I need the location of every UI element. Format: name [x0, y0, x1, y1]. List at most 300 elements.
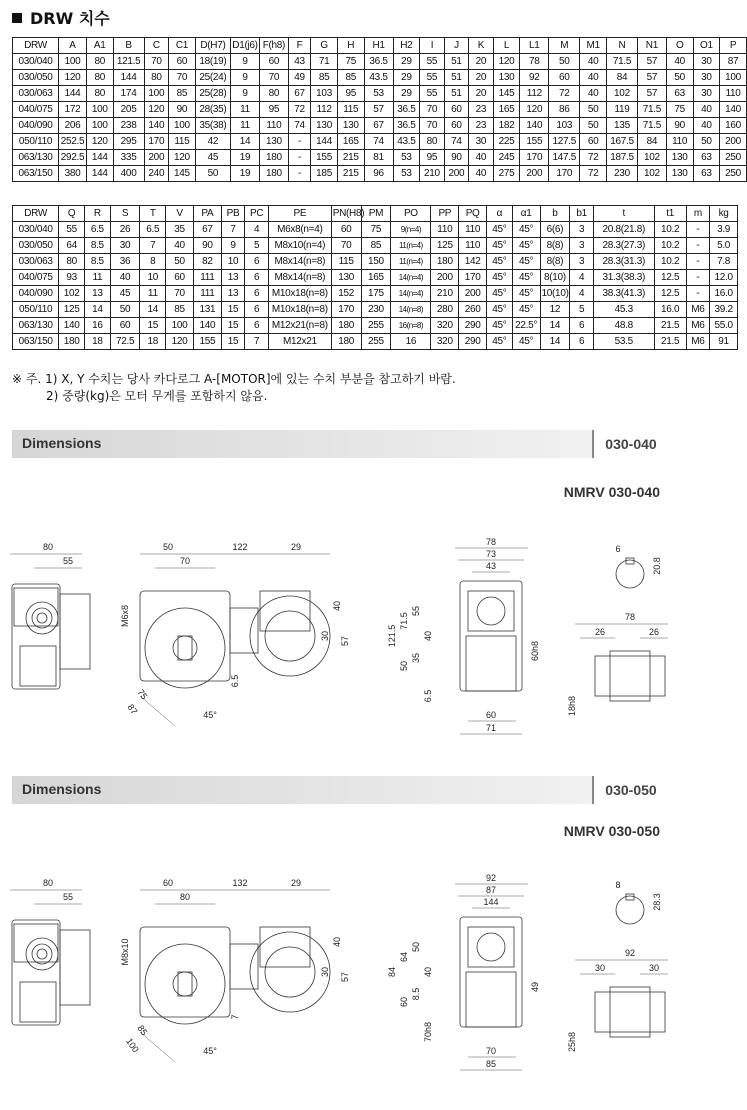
table-cell: 180: [431, 254, 459, 270]
column-header: J: [444, 38, 469, 54]
dimension-label: 144: [483, 897, 499, 907]
motor-flange: [250, 932, 330, 1012]
motor-inner: [265, 611, 315, 661]
table-cell: 165: [361, 270, 391, 286]
table-cell: 180: [59, 334, 85, 350]
table-cell: 26: [110, 222, 140, 238]
column-header: F: [288, 38, 310, 54]
column-header: C: [144, 38, 169, 54]
table-cell: 70: [144, 54, 169, 70]
dimension-label: 50: [162, 542, 174, 552]
table-cell: 6: [245, 254, 269, 270]
dim-line: [140, 696, 175, 726]
table-cell: M10x18(n=8): [268, 302, 331, 318]
column-header: V: [166, 206, 194, 222]
table-cell: 45°: [487, 222, 513, 238]
table-cell: 3.9: [710, 222, 738, 238]
table-row: [13, 254, 738, 270]
table-cell: 290: [459, 318, 487, 334]
table-cell: 43.5: [364, 70, 393, 86]
table-cell: 6: [245, 286, 269, 302]
table-cell: 70: [169, 70, 196, 86]
table-cell: 206: [59, 118, 87, 134]
table-cell: 40: [693, 118, 720, 134]
table-cell: 35(38): [195, 118, 230, 134]
table-cell: 11: [84, 270, 110, 286]
dimension-label: 75: [135, 687, 150, 702]
dim-line: [140, 1032, 175, 1062]
table-cell: 127.5: [549, 134, 580, 150]
table-cell: M6x8(n=4): [268, 222, 331, 238]
table-cell: 150: [361, 254, 391, 270]
table-cell: 103: [311, 86, 338, 102]
dimension-label: 25h8: [567, 1031, 577, 1053]
table-cell: 400: [113, 166, 144, 182]
dimension-label: 6.5: [423, 689, 433, 703]
table-cell: 120: [166, 334, 194, 350]
section-header-1: [12, 430, 668, 458]
table-cell: 15: [221, 334, 245, 350]
table-row: [13, 270, 738, 286]
table-cell: 55: [59, 222, 85, 238]
column-header: O1: [693, 38, 720, 54]
table-cell: 050/110: [13, 302, 59, 318]
table-cell: 240: [144, 166, 169, 182]
model-name-1: NMRV 030-040: [563, 484, 660, 500]
note-line-1: ※ 주. 1) X, Y 수치는 당사 카다로그 A-[MOTOR]에 있는 수치 부분을 참고하기 바람.: [12, 372, 456, 386]
table-cell: 36.5: [393, 118, 420, 134]
dimension-label: 45°: [203, 1046, 217, 1056]
column-header: H1: [364, 38, 393, 54]
table-row: [13, 54, 747, 70]
table-cell: 85: [337, 70, 364, 86]
table-cell: 90: [666, 118, 693, 134]
dimension-label: 55: [62, 556, 74, 566]
dimension-label: 64: [399, 951, 409, 963]
table-cell: 3: [570, 254, 594, 270]
table-cell: 130: [259, 134, 288, 150]
table-cell: 140: [144, 118, 169, 134]
table-cell: 67: [288, 86, 310, 102]
table-cell: 170: [549, 166, 580, 182]
table-cell: 71.5: [637, 118, 666, 134]
table-cell: 100: [86, 102, 113, 118]
table-cell: 180: [259, 150, 288, 166]
table-cell: 12.0: [710, 270, 738, 286]
motor-flange: [250, 596, 330, 676]
table-cell: 45°: [512, 254, 540, 270]
table-cell: 180: [331, 334, 361, 350]
shaft-core: [37, 613, 47, 623]
table-cell: 51: [444, 54, 469, 70]
table-cell: 100: [166, 318, 194, 334]
page-title: [12, 6, 110, 29]
table-cell: 238: [113, 118, 144, 134]
dimension-label: 40: [423, 966, 433, 978]
table-cell: 30: [693, 86, 720, 102]
table-cell: 102: [637, 150, 666, 166]
table-cell: 5: [570, 302, 594, 318]
column-header: T: [140, 206, 166, 222]
dimension-label: 78: [485, 537, 497, 547]
table-cell: 225: [493, 134, 520, 150]
table-cell: 130: [331, 270, 361, 286]
table-cell: 14: [540, 334, 570, 350]
table-cell: 38.3(41.3): [593, 286, 654, 302]
dimension-label: 85: [485, 1059, 497, 1069]
hollow-shaft-center: [610, 987, 650, 1037]
table-cell: 95: [337, 86, 364, 102]
table-cell: 210: [420, 166, 445, 182]
table-cell: 60: [580, 134, 607, 150]
table-cell: 12: [540, 302, 570, 318]
table-cell: 180: [259, 166, 288, 182]
table-cell: 80: [420, 134, 445, 150]
table-cell: -: [686, 286, 710, 302]
table-cell: 335: [113, 150, 144, 166]
table-cell: 50: [549, 54, 580, 70]
table-cell: 75: [666, 102, 693, 118]
dimension-label: 85: [135, 1023, 150, 1038]
table-cell: 180: [331, 318, 361, 334]
table-cell: 130: [666, 150, 693, 166]
keyway: [178, 972, 192, 996]
table-cell: 70: [166, 286, 194, 302]
table-cell: 85: [166, 302, 194, 318]
table-cell: 15: [221, 302, 245, 318]
side-lower: [20, 646, 56, 686]
table-cell: 10.2: [654, 222, 686, 238]
table-cell: 10: [221, 254, 245, 270]
table-cell: 102: [59, 286, 85, 302]
table-cell: 130: [337, 118, 364, 134]
table-cell: 8(8): [540, 238, 570, 254]
table-cell: 45°: [487, 334, 513, 350]
table-cell: 11: [140, 286, 166, 302]
column-header: N: [606, 38, 637, 54]
table-cell: 57: [637, 86, 666, 102]
table-cell: 110: [431, 222, 459, 238]
table-cell: 45°: [487, 302, 513, 318]
table-cell: 102: [606, 86, 637, 102]
table-cell: M8x14(n=8): [268, 270, 331, 286]
side-view-body: [12, 584, 60, 689]
table-cell: 110: [666, 134, 693, 150]
table-cell: 4: [570, 286, 594, 302]
table-cell: 120: [520, 102, 549, 118]
table-cell: 111: [193, 286, 221, 302]
table-cell: 10(10): [540, 286, 570, 302]
table-cell: 40: [580, 54, 607, 70]
table-cell: 95: [259, 102, 288, 118]
table-cell: 50: [110, 302, 140, 318]
table-cell: 36: [110, 254, 140, 270]
table-cell: 96: [364, 166, 393, 182]
table-cell: 84: [637, 134, 666, 150]
table-cell: 185: [311, 166, 338, 182]
table-cell: 4: [570, 270, 594, 286]
table-cell: 030/050: [13, 70, 59, 86]
table-cell: 200: [431, 270, 459, 286]
table-cell: 380: [59, 166, 87, 182]
table-cell: 30: [693, 54, 720, 70]
column-header: L1: [520, 38, 549, 54]
table-cell: 144: [311, 134, 338, 150]
table-row: [13, 150, 747, 166]
section-label: Dimensions: [22, 781, 102, 797]
table-cell: 49: [288, 70, 310, 86]
table-cell: 3: [570, 238, 594, 254]
table-cell: 14: [540, 318, 570, 334]
shaft-key: [626, 894, 634, 900]
column-header: b: [540, 206, 570, 222]
table-cell: 45°: [512, 334, 540, 350]
table-cell: 14: [231, 134, 260, 150]
table-cell: 60: [259, 54, 288, 70]
table-cell: 57: [364, 102, 393, 118]
table-cell: 75: [337, 54, 364, 70]
table-cell: 20: [469, 54, 494, 70]
dimension-label: 122: [232, 542, 248, 552]
table-cell: 80: [259, 86, 288, 102]
table-cell: 55: [420, 54, 445, 70]
table-cell: 167.5: [606, 134, 637, 150]
dimension-label: 18h8: [567, 695, 577, 717]
column-header: DRW: [13, 38, 59, 54]
table-cell: 255: [361, 318, 391, 334]
table-cell: 21.5: [654, 334, 686, 350]
dimension-label: 40: [332, 600, 342, 612]
table-cell: 6: [245, 270, 269, 286]
table-cell: 70: [259, 70, 288, 86]
table-cell: 175: [361, 286, 391, 302]
table-cell: 23: [469, 102, 494, 118]
table-cell: 11: [231, 118, 260, 134]
table-cell: 71.5: [606, 54, 637, 70]
table-cell: 85: [311, 70, 338, 86]
column-header: b1: [570, 206, 594, 222]
column-header: N1: [637, 38, 666, 54]
table-cell: 50: [580, 102, 607, 118]
table-cell: M10x18(n=8): [268, 286, 331, 302]
column-header: t: [593, 206, 654, 222]
table-cell: 90: [193, 238, 221, 254]
table-cell: 15: [221, 318, 245, 334]
table-cell: M12x21(n=8): [268, 318, 331, 334]
table-cell: 84: [606, 70, 637, 86]
table-cell: 9: [231, 54, 260, 70]
table-cell: 85: [361, 238, 391, 254]
dimension-label: 132: [232, 878, 248, 888]
table-cell: 205: [113, 102, 144, 118]
table-cell: 40: [693, 102, 720, 118]
table-row: [13, 86, 747, 102]
table-cell: 10.2: [654, 238, 686, 254]
table-cell: 8.5: [84, 238, 110, 254]
table-cell: 80: [86, 86, 113, 102]
table-cell: 8: [140, 254, 166, 270]
table-cell: 131: [193, 302, 221, 318]
table-cell: 140: [59, 318, 85, 334]
table-cell: 60: [169, 54, 196, 70]
table-cell: 16.0: [654, 302, 686, 318]
table-cell: 200: [459, 286, 487, 302]
table-cell: 18(19): [195, 54, 230, 70]
motor-inner: [265, 947, 315, 997]
table-cell: 110: [459, 238, 487, 254]
table-cell: 120: [144, 102, 169, 118]
table-cell: 215: [337, 166, 364, 182]
dimension-label: 50: [399, 660, 409, 672]
table-cell: 16.0: [710, 286, 738, 302]
dimension-label: 45°: [203, 710, 217, 720]
column-header: PP: [431, 206, 459, 222]
table-cell: 16: [84, 318, 110, 334]
section-code: 030-040: [592, 430, 668, 458]
table-cell: 70: [331, 238, 361, 254]
table-cell: 100: [59, 54, 87, 70]
table-cell: 40: [110, 270, 140, 286]
table-cell: 72: [549, 86, 580, 102]
shaft-inner: [32, 944, 52, 964]
dimension-label: 40: [332, 936, 342, 948]
column-header: DRW: [13, 206, 59, 222]
table-cell: 12.5: [654, 270, 686, 286]
table-cell: 7.8: [710, 254, 738, 270]
table-cell: 67: [193, 222, 221, 238]
table-cell: 112: [311, 102, 338, 118]
table-cell: M6: [686, 334, 710, 350]
table-cell: 45°: [512, 222, 540, 238]
table-cell: 5.0: [710, 238, 738, 254]
dimension-label: 80: [179, 892, 191, 902]
table-cell: 245: [493, 150, 520, 166]
table-cell: 13: [221, 270, 245, 286]
table-cell: 74: [444, 134, 469, 150]
dimension-label: 80: [42, 542, 54, 552]
table-cell: 103: [549, 118, 580, 134]
table-cell: 063/150: [13, 334, 59, 350]
dimension-label: 30: [320, 630, 330, 642]
table-cell: 115: [337, 102, 364, 118]
table-cell: 60: [549, 70, 580, 86]
table-cell: -: [288, 150, 310, 166]
table-cell: 22.5°: [512, 318, 540, 334]
table-cell: 200: [720, 134, 747, 150]
table-cell: 72: [580, 150, 607, 166]
column-header: L: [493, 38, 520, 54]
table-cell: 6: [245, 302, 269, 318]
column-header: PC: [245, 206, 269, 222]
column-header: R: [84, 206, 110, 222]
table-cell: 57: [637, 70, 666, 86]
table-cell: 14(n=8): [391, 302, 431, 318]
table-cell: M6: [686, 302, 710, 318]
table-cell: 320: [431, 318, 459, 334]
table-cell: 9: [231, 70, 260, 86]
table-cell: 295: [113, 134, 144, 150]
table-cell: 10: [140, 270, 166, 286]
table-cell: 174: [113, 86, 144, 102]
dimension-label: 57: [340, 635, 350, 647]
column-header: PM: [361, 206, 391, 222]
table-cell: 110: [459, 222, 487, 238]
table-header-row: [13, 38, 747, 54]
table-cell: 16: [391, 334, 431, 350]
table-cell: 050/110: [13, 134, 59, 150]
table-cell: 40: [580, 70, 607, 86]
table-cell: 135: [606, 118, 637, 134]
technical-drawing-030-050: [0, 872, 680, 1097]
table-cell: 182: [493, 118, 520, 134]
side-lower: [20, 982, 56, 1022]
column-header: P: [720, 38, 747, 54]
table-cell: 30: [110, 238, 140, 254]
table-cell: 53: [364, 86, 393, 102]
column-header: K: [469, 38, 494, 54]
dimension-label: 20.8: [652, 557, 662, 575]
table-cell: 040/090: [13, 286, 59, 302]
table-cell: 45: [110, 286, 140, 302]
table-cell: 125: [431, 238, 459, 254]
table-cell: 145: [169, 166, 196, 182]
table-cell: 50: [166, 254, 194, 270]
dimension-label: 60h8: [530, 640, 540, 662]
table-cell: 9(n=4): [391, 222, 431, 238]
table-cell: 120: [59, 70, 87, 86]
dimension-label: 55: [62, 892, 74, 902]
table-cell: 11(n=4): [391, 254, 431, 270]
table-cell: 120: [493, 54, 520, 70]
table-cell: 100: [169, 118, 196, 134]
front-bore: [173, 972, 197, 996]
table-cell: 155: [311, 150, 338, 166]
table-cell: 80: [144, 70, 169, 86]
table-cell: 60: [444, 102, 469, 118]
column-header: PQ: [459, 206, 487, 222]
table-cell: 187.5: [606, 150, 637, 166]
table-cell: 53: [393, 166, 420, 182]
square-bullet-icon: [12, 13, 22, 23]
hollow-shaft-center: [610, 651, 650, 701]
table-cell: 31.3(38.3): [593, 270, 654, 286]
shaft-outer: [26, 938, 58, 970]
table-cell: 170: [144, 134, 169, 150]
table-cell: -: [288, 134, 310, 150]
table-cell: 63: [666, 86, 693, 102]
dimension-label: 80: [42, 878, 54, 888]
table-cell: 155: [193, 334, 221, 350]
dimension-label: 121.5: [387, 624, 397, 648]
table-cell: 45°: [512, 302, 540, 318]
table-cell: 11(n=4): [391, 238, 431, 254]
table-cell: 172: [59, 102, 87, 118]
table-cell: 91: [710, 334, 738, 350]
column-header: α: [487, 206, 513, 222]
table-cell: 20: [469, 70, 494, 86]
table-row: [13, 70, 747, 86]
dimension-label: 92: [485, 873, 497, 883]
table-cell: 100: [144, 86, 169, 102]
table-cell: 6: [570, 318, 594, 334]
table-cell: 165: [337, 134, 364, 150]
table-cell: 78: [520, 54, 549, 70]
dimension-label: M8x10: [120, 938, 130, 966]
table-cell: 20: [469, 86, 494, 102]
table-cell: 39.2: [710, 302, 738, 318]
dimension-label: M6x8: [120, 604, 130, 628]
table-row: [13, 118, 747, 134]
